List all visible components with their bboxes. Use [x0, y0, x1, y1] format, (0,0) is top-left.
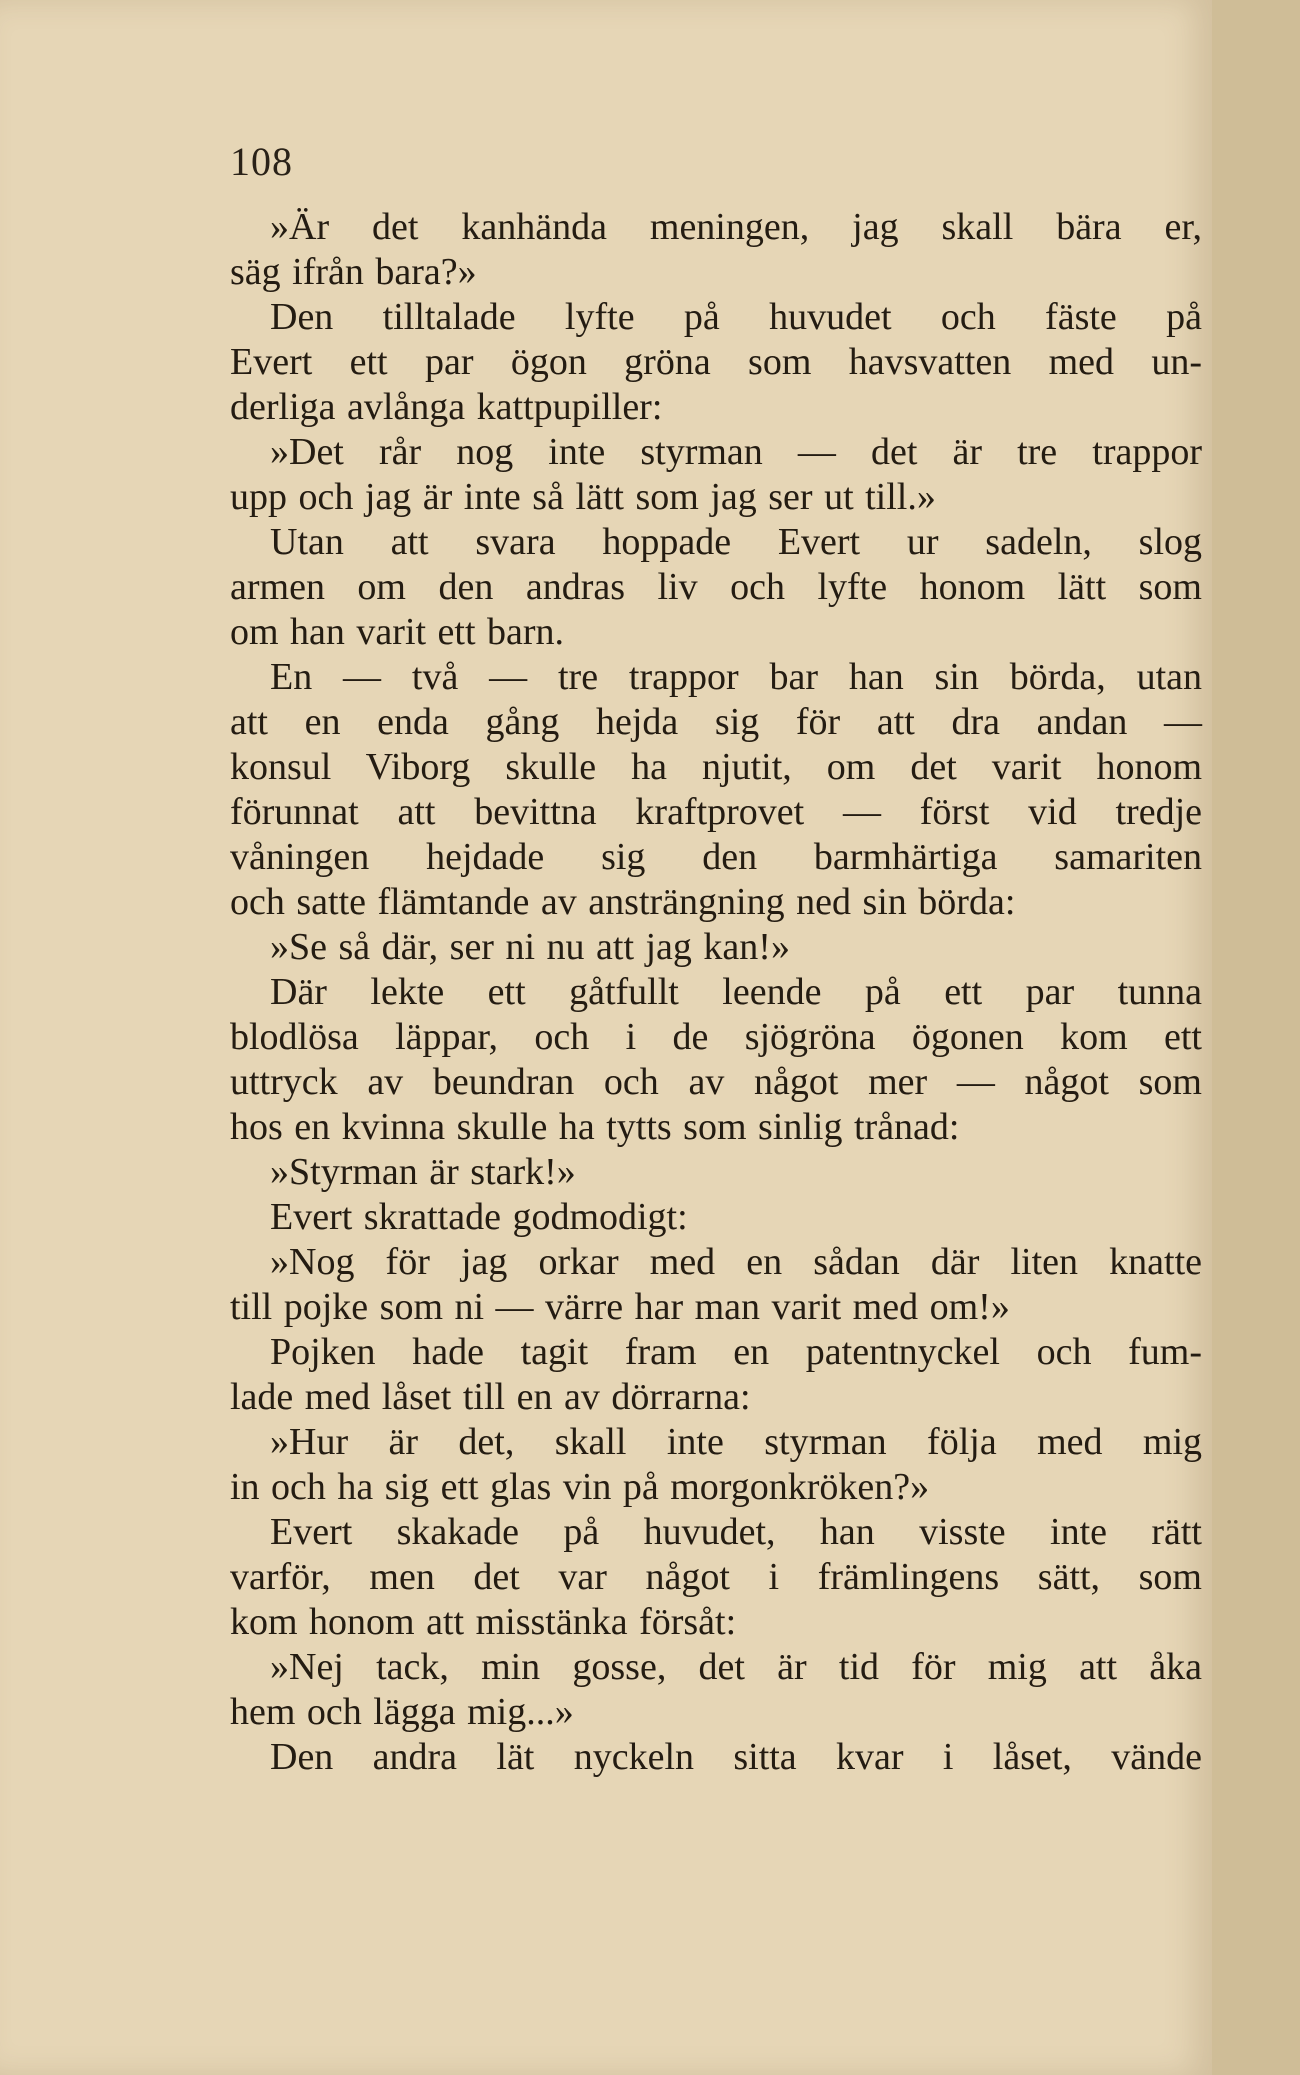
adjacent-page-edge	[1212, 0, 1300, 2075]
text-line: »Det rår nog inte styrman — det är tre trappor	[270, 431, 1202, 473]
text-line: till pojke som ni — värre har man varit med om!»	[230, 1286, 1010, 1328]
page-number: 108	[230, 139, 293, 184]
text-line: in och ha sig ett glas vin på morgonkröken?»	[230, 1466, 930, 1508]
text-line: kom honom att misstänka försåt:	[230, 1601, 737, 1643]
text-line: Utan att svara hoppade Evert ur sadeln, slog	[270, 521, 1202, 563]
text-line: konsul Viborg skulle ha njutit, om det varit honom	[230, 746, 1202, 788]
text-line: säg ifrån bara?»	[230, 251, 477, 293]
text-line: om han varit ett barn.	[230, 611, 565, 653]
text-line: upp och jag är inte så lätt som jag ser ut till.»	[230, 476, 936, 518]
text-line: våningen hejdade sig den barmhärtiga samariten	[230, 836, 1202, 878]
text-line: Evert ett par ögon gröna som havsvatten med un-	[230, 341, 1202, 383]
text-line: att en enda gång hejda sig för att dra andan —	[230, 701, 1202, 743]
text-line: varför, men det var något i främlingens sätt, som	[230, 1556, 1202, 1598]
text-line: hem och lägga mig...»	[230, 1691, 574, 1733]
text-line: hos en kvinna skulle ha tytts som sinlig trånad:	[230, 1106, 960, 1148]
text-line: derliga avlånga kattpupiller:	[230, 386, 663, 428]
text-line: Evert skakade på huvudet, han visste inte rätt	[270, 1511, 1202, 1553]
text-line: »Styrman är stark!»	[270, 1151, 576, 1193]
text-line: »Hur är det, skall inte styrman följa med mig	[270, 1421, 1202, 1463]
text-line: Evert skrattade godmodigt:	[270, 1196, 688, 1238]
text-line: Där lekte ett gåtfullt leende på ett par tunna	[270, 971, 1202, 1013]
body-text	[230, 205, 1202, 1780]
text-line: En — två — tre trappor bar han sin börda, utan	[270, 656, 1202, 698]
text-line: »Nej tack, min gosse, det är tid för mig att åka	[270, 1646, 1202, 1688]
text-line: »Se så där, ser ni nu att jag kan!»	[270, 926, 790, 968]
text-line: Den tilltalade lyfte på huvudet och fäste på	[270, 296, 1202, 338]
text-line: armen om den andras liv och lyfte honom lätt som	[230, 566, 1202, 608]
text-line: Pojken hade tagit fram en patentnyckel och fum-	[270, 1331, 1202, 1373]
text-line: uttryck av beundran och av något mer — något som	[230, 1061, 1202, 1103]
text-line: och satte flämtande av ansträngning ned sin börda:	[230, 881, 1016, 923]
text-line: »Nog för jag orkar med en sådan där liten knatte	[270, 1241, 1202, 1283]
text-line: lade med låset till en av dörrarna:	[230, 1376, 751, 1418]
text-line: blodlösa läppar, och i de sjögröna ögonen kom ett	[230, 1016, 1202, 1058]
text-line: förunnat att bevittna kraftprovet — först vid tredje	[230, 791, 1202, 833]
text-line: »Är det kanhända meningen, jag skall bära er,	[270, 206, 1202, 248]
text-line: Den andra lät nyckeln sitta kvar i låset, vände	[270, 1736, 1202, 1778]
